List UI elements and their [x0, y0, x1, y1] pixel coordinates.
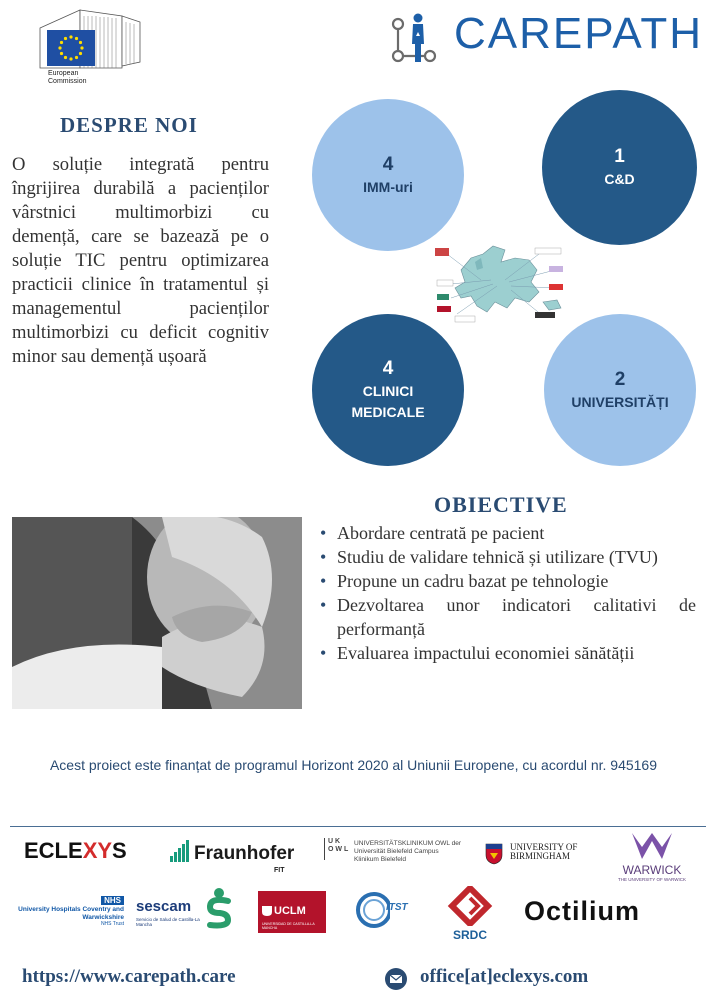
stat-number: 2 — [614, 368, 626, 390]
europe-partners-map — [431, 240, 571, 326]
octilium-logo: Octilium — [524, 896, 641, 926]
ec-logo-text — [48, 70, 87, 86]
sescam-name: sescam — [136, 898, 192, 915]
about-text: O soluție integrată pentru îngrijirea durabilă a pacienților vârstnici multimorbizi cu demență, care se bazează pe o soluție TIC pentru optimizarea practicii clinice în tratamentul și managementul pacienților multimorbizi cu deficit cognitiv minor sau demență ușoară — [12, 154, 269, 367]
ec-logo-line-1: European — [48, 70, 79, 77]
nhs-logo — [18, 896, 124, 930]
list-item: • Dezvoltarea unor indicatori calitativi de performanță — [318, 593, 696, 641]
carepath-logo — [388, 9, 704, 68]
itst-name: ITST — [386, 902, 408, 913]
stat-number: 1 — [614, 146, 625, 167]
list-item: • Abordare centrată pe pacient — [318, 521, 696, 545]
stat-circle-clinics — [312, 314, 464, 466]
itst-logo — [354, 888, 420, 932]
stat-label: UNIVERSITĂȚI — [571, 393, 669, 410]
birmingham-crest-icon — [485, 843, 503, 865]
uk-owl-mark: U K O W L — [324, 838, 348, 860]
carepath-path-icon — [388, 12, 448, 68]
warwick-mark-icon — [632, 833, 672, 861]
stat-label: IMM-uri — [363, 178, 413, 195]
fraunhofer-logo — [170, 838, 300, 874]
uk-owl-text: UNIVERSITÄTSKLINIKUM OWL der Universität Bielefeld Campus Klinikum Bielefeld — [354, 840, 462, 863]
eclexys-logo — [24, 838, 127, 864]
srdc-mark-icon — [442, 886, 498, 926]
nhs-badge: NHS — [101, 896, 124, 905]
birmingham-logo — [485, 843, 585, 869]
website-link[interactable]: https://www.carepath.care — [22, 966, 236, 987]
european-commission-logo — [20, 6, 142, 86]
sescam-logo — [136, 887, 236, 931]
eclexys-part-1: ECLE — [24, 838, 83, 863]
stat-label: CLINICI MEDICALE — [351, 383, 425, 420]
funding-statement: Acest proiect este finanțat de programul Horizont 2020 al Uniunii Europene, cu acordul nr. 945169 — [49, 757, 658, 773]
fraunhofer-fit: FIT — [274, 867, 285, 874]
birmingham-name: UNIVERSITY OF BIRMINGHAM — [510, 842, 578, 861]
objectives-list — [318, 521, 696, 665]
sescam-sub: Servicio de Salud de Castilla-La Mancha — [136, 917, 200, 927]
email-icon — [385, 968, 407, 990]
stat-circle-rd — [542, 90, 697, 245]
warwick-name: WARWICK — [622, 863, 682, 877]
itst-ring-icon — [354, 888, 390, 932]
nhs-trust: NHS Trust — [100, 921, 124, 927]
stat-circle-smes — [312, 99, 464, 251]
uk-owl-logo — [324, 838, 464, 868]
stat-number: 4 — [382, 358, 394, 379]
warwick-logo — [606, 833, 698, 883]
sescam-mark-icon — [204, 887, 234, 931]
eclexys-part-2: XY — [82, 838, 113, 863]
warwick-sub: THE UNIVERSITY OF WARWICK — [618, 877, 686, 882]
eclexys-part-3: S — [112, 838, 127, 863]
list-item: • Propune un cadru bazat pe tehnologie — [318, 569, 696, 593]
fraunhofer-mark-icon — [170, 840, 192, 862]
about-title: DESPRE NOI — [60, 113, 198, 137]
uclm-crest-icon — [261, 905, 273, 917]
srdc-logo — [442, 886, 498, 942]
list-item: • Studiu de validare tehnică și utilizare (TVU) — [318, 545, 696, 569]
srdc-name: SRDC — [452, 928, 487, 942]
stat-label: C&D — [604, 171, 635, 187]
list-item: • Evaluarea impactului economiei sănătății — [318, 641, 696, 665]
nhs-text: University Hospitals Coventry and Warwickshire — [18, 906, 124, 921]
ec-logo-line-2: Commission — [48, 78, 87, 85]
uclm-sub: UNIVERSIDAD DE CASTILLA-LA MANCHA — [262, 922, 315, 930]
elderly-care-photo — [12, 517, 302, 709]
stat-circle-universities — [544, 314, 696, 466]
objectives-title: OBIECTIVE — [434, 492, 568, 517]
eu-stars-icon — [47, 30, 95, 66]
divider — [10, 826, 706, 827]
fraunhofer-name: Fraunhofer — [194, 843, 295, 864]
eu-flag — [47, 30, 95, 66]
stat-number: 4 — [382, 153, 394, 175]
carepath-brand: CAREPATH — [454, 9, 704, 58]
uclm-logo — [258, 891, 326, 933]
uclm-name: UCLM — [274, 905, 306, 917]
email-address[interactable]: office[at]eclexys.com — [420, 966, 589, 987]
